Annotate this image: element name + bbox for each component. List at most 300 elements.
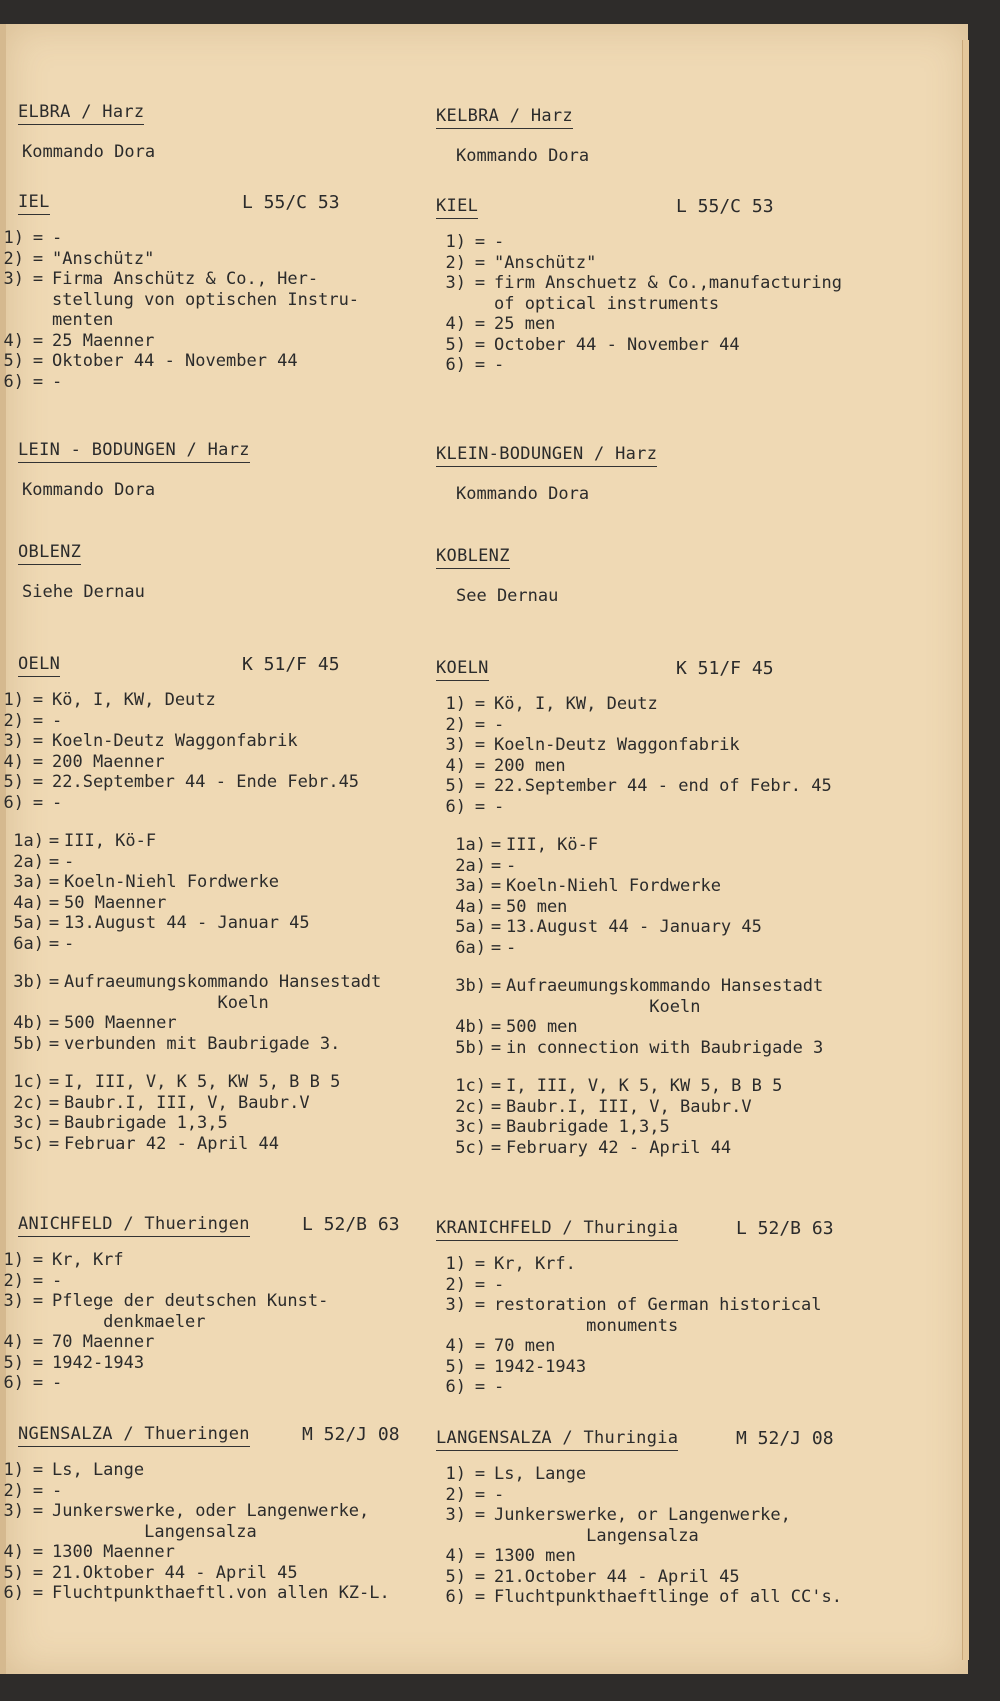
numbered-item [0,269,462,331]
item-equals: = [48,1133,60,1154]
item-equals: = [32,751,44,772]
item-equals: = [32,1480,44,1501]
item-equals: = [32,1332,44,1352]
item-text: - [494,1377,505,1397]
item-equals: = [474,796,486,817]
item-number: 1) [3,1250,24,1270]
item-number: 4b) [455,1017,486,1037]
numbered-item [436,1138,976,1159]
item-equals: = [490,876,502,896]
place-name: LEIN - BODUNGEN / Harz [18,440,250,463]
page-edge-right [962,40,969,1660]
entry-heading [2,1214,462,1240]
numbered-item [0,1034,462,1055]
numbered-item [0,228,462,249]
item-number: 5b) [455,1037,486,1058]
item-equals: = [490,1037,502,1058]
numbered-item [0,711,462,732]
numbered-item [0,1460,462,1481]
item-number: 5c) [455,1137,486,1158]
numbered-item [0,1373,462,1394]
place-name: ANICHFELD / Thueringen [18,1214,250,1237]
numbered-item [436,355,976,376]
item-number: 1) [3,1460,24,1480]
numbered-item [436,938,976,959]
item-equals: = [490,937,502,958]
item-number: 3) [445,1505,466,1525]
item-number: 4) [445,755,466,776]
entry-heading [436,106,976,132]
numbered-item [436,715,976,736]
item-text: 1942-1943 [52,1352,145,1373]
item-equals: = [474,694,486,714]
item-number: 2a) [13,851,44,872]
item-text: 13.August 44 - January 45 [506,917,762,937]
entry-heading [2,192,462,218]
item-equals: = [474,1566,486,1587]
numbered-item [436,1295,976,1336]
numbered-item [0,1542,462,1563]
item-text: Baubr.I, III, V, Baubr.V [506,1096,752,1117]
item-text: 200 men [494,755,566,776]
item-number: 3) [445,273,466,293]
item-equals: = [48,1013,60,1033]
entry-heading [436,196,976,222]
place-name: OBLENZ [18,542,81,565]
item-equals: = [32,792,44,813]
item-text: 70 men [494,1336,556,1356]
item-equals: = [32,731,44,751]
numbered-item [0,1134,462,1155]
item-equals: = [474,755,486,776]
item-equals: = [474,355,486,375]
item-equals: = [32,1291,44,1311]
item-equals: = [474,1274,486,1295]
item-equals: = [48,972,60,992]
numbered-item [0,1501,462,1542]
item-equals: = [48,913,60,933]
item-text: Junkerswerke, oder Langenwerke, Langensalza [52,1501,370,1542]
numbered-item [436,314,976,335]
entry-subtitle: Kommando Dora [22,480,156,500]
numbered-item [0,793,462,814]
item-text: 500 men [506,1017,578,1037]
item-text: Firma Anschütz & Co., Her- stellung von optischen Instru- menten [52,269,360,330]
item-equals: = [474,334,486,355]
numbered-item [436,1275,976,1296]
numbered-item [0,934,462,955]
numbered-item [436,856,976,877]
item-text: Ls, Lange [494,1464,587,1484]
item-text: I, III, V, K 5, KW 5, B B 5 [506,1076,783,1096]
item-text: restoration of German historical monuments [494,1295,822,1336]
numbered-item [436,797,976,818]
item-text: 200 Maenner [52,751,165,772]
item-text: - [506,937,517,958]
item-text: Koeln-Deutz Waggonfabrik [52,731,298,751]
entry-items [436,232,976,376]
grid-reference: M 52/J 08 [302,1424,400,1445]
entry-heading [2,440,462,466]
item-text: Fluchtpunkthaeftl.von allen KZ-L. [52,1583,390,1603]
entry-heading [436,658,976,684]
numbered-item [0,1291,462,1332]
numbered-item [0,1353,462,1374]
item-number: 3b) [455,976,486,996]
item-number: 4b) [13,1013,44,1033]
entry-subtitle: Kommando Dora [456,484,590,504]
numbered-item [0,1013,462,1034]
item-text: firm Anschuetz & Co.,manufacturing of optical instruments [494,273,842,314]
item-number: 5a) [455,917,486,937]
item-equals: = [32,690,44,710]
item-equals: = [32,330,44,351]
item-text: - [52,1480,63,1501]
item-equals: = [474,252,486,273]
numbered-item [0,372,462,393]
item-text: "Anschütz" [52,248,155,269]
entry-english [436,1428,976,1608]
item-equals: = [474,273,486,293]
group-gap [436,1058,976,1076]
entry-items [436,1464,976,1608]
item-equals: = [474,232,486,252]
numbered-item [436,976,976,1017]
item-number: 1a) [455,835,486,855]
item-equals: = [32,1501,44,1521]
item-equals: = [48,1072,60,1092]
place-name: OELN [18,654,60,677]
entry-heading [436,1428,976,1454]
item-number: 3) [3,1291,24,1311]
item-equals: = [32,248,44,269]
numbered-item [436,273,976,314]
item-number: 2c) [13,1092,44,1113]
item-text: - [64,933,75,954]
numbered-item [0,772,462,793]
numbered-item [436,835,976,856]
numbered-item [436,232,976,253]
grid-reference: M 52/J 08 [736,1428,834,1449]
group-gap [436,817,976,835]
numbered-item [0,1072,462,1093]
item-text: Fluchtpunkthaeftlinge of all CC's. [494,1587,842,1607]
item-equals: = [48,1113,60,1133]
item-text: - [52,792,63,813]
item-number: 3a) [13,872,44,892]
group-gap [436,958,976,976]
entry-items [0,1250,462,1394]
place-name: LANGENSALZA / Thuringia [436,1428,678,1451]
item-equals: = [48,872,60,892]
item-equals: = [474,776,486,796]
numbered-item [436,253,976,274]
item-equals: = [474,714,486,735]
entry-german [2,542,462,602]
item-equals: = [32,371,44,392]
item-text: - [494,1274,505,1295]
entry-items [436,1254,976,1398]
numbered-item [0,690,462,711]
entry-items [0,228,462,392]
entry-items [0,1460,462,1604]
item-number: 2) [445,252,466,273]
item-equals: = [32,1542,44,1562]
item-text: - [494,714,505,735]
entry-german [2,1214,462,1394]
item-text: - [64,851,75,872]
entry-items [0,690,462,1154]
item-equals: = [490,1096,502,1117]
numbered-item [0,351,462,372]
item-equals: = [474,1254,486,1274]
numbered-item [436,735,976,756]
item-equals: = [490,855,502,876]
numbered-item [436,897,976,918]
item-equals: = [32,228,44,248]
item-number: 2) [445,714,466,735]
numbered-item [436,1587,976,1608]
item-number: 6) [3,1583,24,1603]
numbered-item [436,1076,976,1097]
item-text: - [52,1373,63,1393]
item-text: Koeln-Deutz Waggonfabrik [494,735,740,755]
numbered-item [436,1377,976,1398]
item-text: 25 Maenner [52,330,155,351]
entry-heading [436,444,976,470]
item-text: February 42 - April 44 [506,1137,732,1158]
place-name: KRANICHFELD / Thuringia [436,1218,678,1241]
item-number: 3) [3,269,24,289]
item-text: October 44 - November 44 [494,334,740,355]
grid-reference: L 55/C 53 [242,192,340,213]
item-equals: = [32,1562,44,1583]
entry-english [436,1218,976,1398]
item-text: 25 men [494,314,556,334]
numbered-item [436,1505,976,1546]
item-text: Aufraeumungskommando Hansestadt Koeln [64,972,382,1013]
numbered-item [436,876,976,897]
numbered-item [0,731,462,752]
place-name: NGENSALZA / Thueringen [18,1424,250,1447]
item-number: 6) [445,1587,466,1607]
item-number: 2a) [455,855,486,876]
entry-heading [2,654,462,680]
item-equals: = [48,851,60,872]
item-number: 4a) [13,892,44,913]
item-equals: = [32,710,44,731]
numbered-item [0,752,462,773]
item-number: 1) [445,1464,466,1484]
entry-heading [436,546,976,572]
item-number: 6) [445,796,466,817]
group-gap [0,954,462,972]
item-text: Februar 42 - April 44 [64,1133,279,1154]
item-number: 4) [445,314,466,334]
entry-german [2,1424,462,1604]
item-text: Kö, I, KW, Deutz [494,694,658,714]
item-equals: = [490,1017,502,1037]
item-number: 3b) [13,972,44,992]
item-number: 3) [445,1295,466,1315]
item-equals: = [490,917,502,937]
item-number: 6a) [455,937,486,958]
numbered-item [0,249,462,270]
item-text: 50 Maenner [64,892,167,913]
item-number: 5a) [13,913,44,933]
grid-reference: L 52/B 63 [302,1214,400,1235]
item-equals: = [32,1373,44,1393]
item-number: 2c) [455,1096,486,1117]
item-text: - [52,228,63,248]
item-text: 50 men [506,896,568,917]
item-text: III, Kö-F [64,831,157,851]
item-number: 2) [445,1274,466,1295]
item-number: 3) [3,731,24,751]
item-number: 2) [3,710,24,731]
entry-heading [2,542,462,568]
item-equals: = [32,1250,44,1270]
numbered-item [0,1271,462,1292]
item-number: 2) [445,1484,466,1505]
item-text: Aufraeumungskommando Hansestadt Koeln [506,976,824,1017]
item-number: 3c) [455,1117,486,1137]
item-equals: = [474,314,486,334]
entry-items [436,694,976,1158]
item-text: 21.Oktober 44 - April 45 [52,1562,298,1583]
item-number: 3) [3,1501,24,1521]
place-name: KLEIN-BODUNGEN / Harz [436,444,657,467]
item-number: 5) [445,1566,466,1587]
numbered-item [436,1357,976,1378]
entry-heading [2,102,462,128]
item-number: 4) [3,751,24,772]
entry-subtitle: Kommando Dora [456,146,590,166]
item-equals: = [48,933,60,954]
item-text: Pflege der deutschen Kunst- denkmaeler [52,1291,329,1332]
item-text: - [52,1270,63,1291]
entry-english [436,658,976,1158]
numbered-item [436,694,976,715]
item-text: - [494,1484,505,1505]
item-number: 3) [445,735,466,755]
item-text: 1300 Maenner [52,1542,175,1562]
item-text: Baubrigade 1,3,5 [506,1117,670,1137]
item-number: 6) [3,371,24,392]
item-number: 5) [445,334,466,355]
place-name: KELBRA / Harz [436,106,573,129]
item-equals: = [490,976,502,996]
item-text: 1300 men [494,1546,576,1566]
item-equals: = [490,1076,502,1096]
item-equals: = [474,1356,486,1377]
item-equals: = [490,1117,502,1137]
numbered-item [0,1250,462,1271]
place-name: KIEL [436,196,478,219]
numbered-item [0,1113,462,1134]
item-number: 4) [445,1546,466,1566]
item-text: Kö, I, KW, Deutz [52,690,216,710]
grid-reference: K 51/F 45 [242,654,340,675]
grid-reference: L 55/C 53 [676,196,774,217]
item-equals: = [490,896,502,917]
item-number: 1) [3,690,24,710]
group-gap [0,813,462,831]
numbered-item [436,1038,976,1059]
item-text: - [494,232,505,252]
item-text: "Anschütz" [494,252,597,273]
numbered-item [436,776,976,797]
item-number: 6) [3,792,24,813]
item-text: Ls, Lange [52,1460,145,1480]
item-number: 5b) [13,1033,44,1054]
place-name: KOELN [436,658,489,681]
item-equals: = [474,1295,486,1315]
item-text: verbunden mit Baubrigade 3. [64,1033,341,1054]
entry-german [2,192,462,392]
item-number: 4) [3,1332,24,1352]
item-equals: = [474,1464,486,1484]
item-number: 1) [445,694,466,714]
item-number: 1) [445,1254,466,1274]
item-text: Baubr.I, III, V, Baubr.V [64,1092,310,1113]
entry-german [2,102,462,162]
numbered-item [436,1117,976,1138]
item-text: 70 Maenner [52,1332,155,1352]
item-text: 22.September 44 - end of Febr. 45 [494,776,832,796]
grid-reference: K 51/F 45 [676,658,774,679]
item-text: in connection with Baubrigade 3 [506,1037,824,1058]
item-equals: = [474,1546,486,1566]
item-text: 21.October 44 - April 45 [494,1566,740,1587]
numbered-item [436,917,976,938]
entry-heading [436,1218,976,1244]
item-equals: = [32,351,44,371]
item-number: 2) [3,1480,24,1501]
item-number: 6a) [13,933,44,954]
numbered-item [0,1332,462,1353]
item-number: 3c) [13,1113,44,1133]
item-number: 2) [3,1270,24,1291]
item-equals: = [32,1460,44,1480]
entry-english [436,196,976,376]
item-number: 4) [3,1542,24,1562]
item-equals: = [32,1352,44,1373]
numbered-item [436,1254,976,1275]
numbered-item [0,913,462,934]
item-equals: = [490,1137,502,1158]
item-text: 1942-1943 [494,1356,587,1377]
item-number: 1c) [13,1072,44,1092]
entry-english [436,546,976,606]
numbered-item [436,1464,976,1485]
item-equals: = [32,1583,44,1603]
numbered-item [0,1583,462,1604]
entry-german [2,440,462,500]
item-text: III, Kö-F [506,835,599,855]
item-text: Kr, Krf. [494,1254,576,1274]
item-number: 5) [3,772,24,792]
item-equals: = [474,1587,486,1607]
numbered-item [0,972,462,1013]
item-text: - [52,371,63,392]
item-text: - [506,855,517,876]
item-equals: = [474,1484,486,1505]
item-equals: = [48,892,60,913]
item-equals: = [32,1270,44,1291]
item-number: 6) [3,1373,24,1393]
group-gap [0,1054,462,1072]
